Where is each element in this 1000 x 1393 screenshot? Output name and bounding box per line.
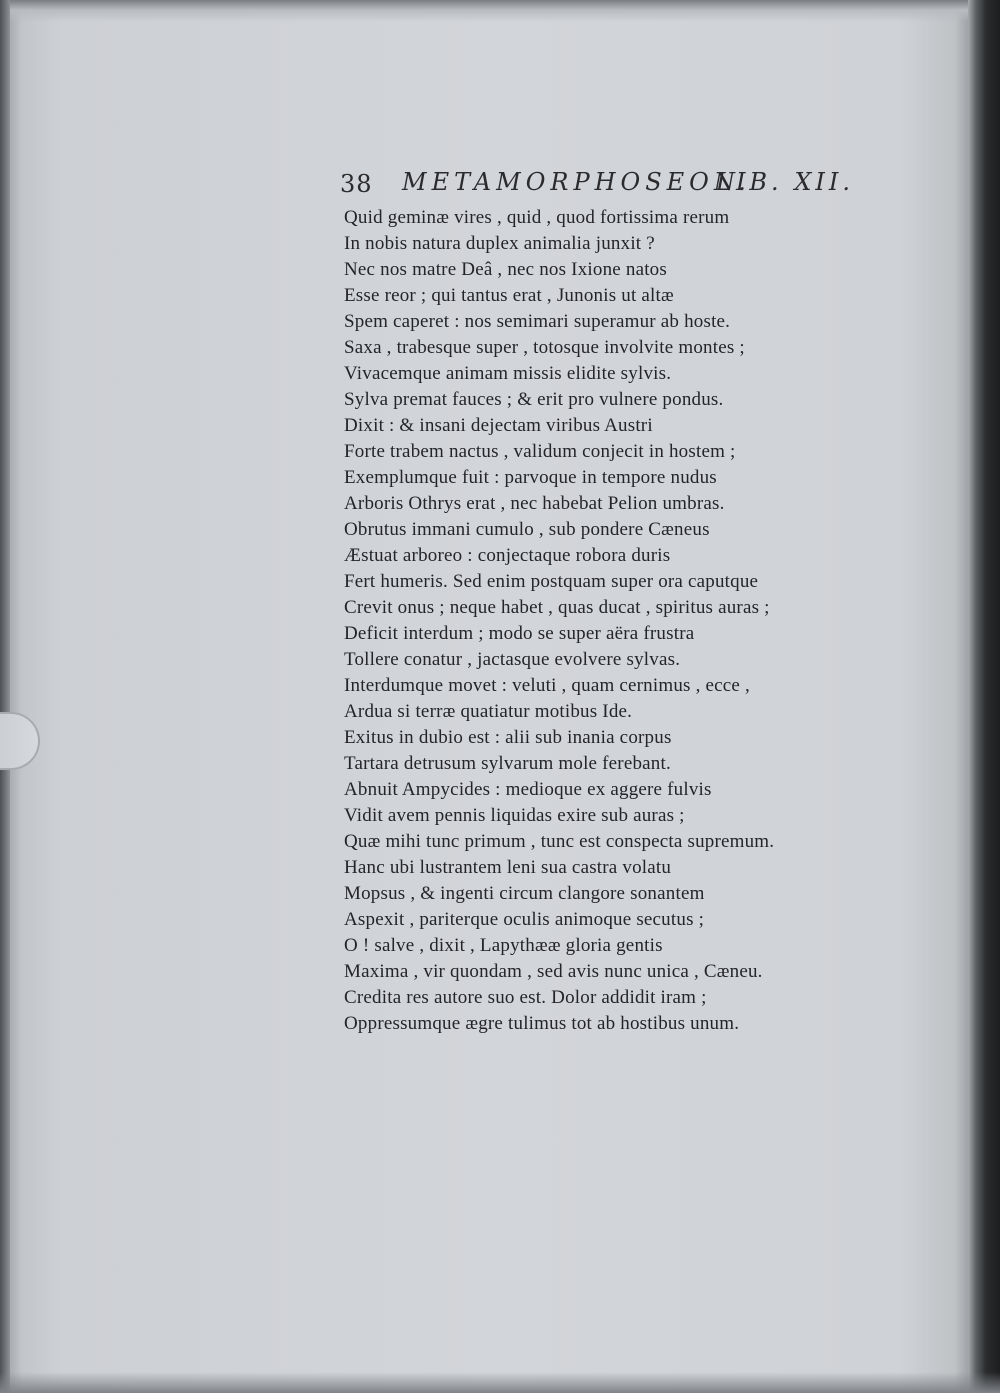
verse-line: Credita res autore suo est. Dolor addidit iram ; [344,987,707,1008]
verse-line: Vidit avem pennis liquidas exire sub auras ; [344,805,685,826]
paper-clip-mark [0,712,40,770]
left-page-edge [0,0,10,1393]
verse-line: Quæ mihi tunc primum , tunc est conspecta supremum. [344,831,775,852]
bottom-edge-shadow [0,1372,1000,1393]
verse-line: Dixit : & insani dejectam viribus Austri [344,415,653,436]
verse-line: Quid geminæ vires , quid , quod fortissima rerum [344,207,730,228]
verse-line: Mopsus , & ingenti circum clangore sonantem [344,883,705,904]
verse-line: Exemplumque fuit : parvoque in tempore nudus [344,467,717,488]
page-number: 38 [340,170,373,198]
running-title: METAMORPHOSEON. [402,168,751,196]
verse-line: Forte trabem nactus , validum conjecit in hostem ; [344,441,736,462]
verse-line: O ! salve , dixit , Lapythææ gloria gentis [344,935,663,956]
verse-line: Tartara detrusum sylvarum mole ferebant. [344,753,671,774]
verse-line: Deficit interdum ; modo se super aëra frustra [344,623,695,644]
verse-line: Vivacemque animam missis elidite sylvis. [344,363,672,384]
verse-line: Æstuat arboreo : conjectaque robora duris [344,545,671,566]
verse-line: Maxima , vir quondam , sed avis nunc unica , Cæneu. [344,961,763,982]
verse-line: Hanc ubi lustrantem leni sua castra volatu [344,857,672,878]
verse-line: Aspexit , pariterque oculis animoque secutus ; [344,909,705,930]
book-number: LIB. XII. [716,168,854,196]
verse-line: Obrutus immani cumulo , sub pondere Cæneus [344,519,710,540]
verse-line: Arboris Othrys erat , nec habebat Pelion umbras. [344,493,725,514]
top-edge-shadow [0,0,1000,22]
verse-line: Sylva premat fauces ; & erit pro vulnere pondus. [344,389,724,410]
verse-line: Abnuit Ampycides : medioque ex aggere fulvis [344,779,712,800]
verse-line: Exitus in dubio est : alii sub inania corpus [344,727,672,748]
verse-line: Saxa , trabesque super , totosque involvite montes ; [344,337,745,358]
verse-line: Fert humeris. Sed enim postquam super ora caputque [344,571,759,592]
verse-line: Tollere conatur , jactasque evolvere sylvas. [344,649,681,670]
verse-block [344,206,824,1056]
verse-line: Esse reor ; qui tantus erat , Junonis ut altæ [344,285,674,306]
verse-line: In nobis natura duplex animalia junxit ? [344,233,655,254]
verse-line: Nec nos matre Deâ , nec nos Ixione natos [344,259,667,280]
verse-line: Ardua si terræ quatiatur motibus Ide. [344,701,633,722]
book-binding-edge [968,0,1000,1393]
verse-line: Crevit onus ; neque habet , quas ducat , spiritus auras ; [344,597,770,618]
verse-line: Spem caperet : nos semimari superamur ab hoste. [344,311,731,332]
verse-line: Interdumque movet : veluti , quam cernimus , ecce , [344,675,750,696]
verse-line: Oppressumque ægre tulimus tot ab hostibus unum. [344,1013,740,1034]
running-header [340,168,854,204]
